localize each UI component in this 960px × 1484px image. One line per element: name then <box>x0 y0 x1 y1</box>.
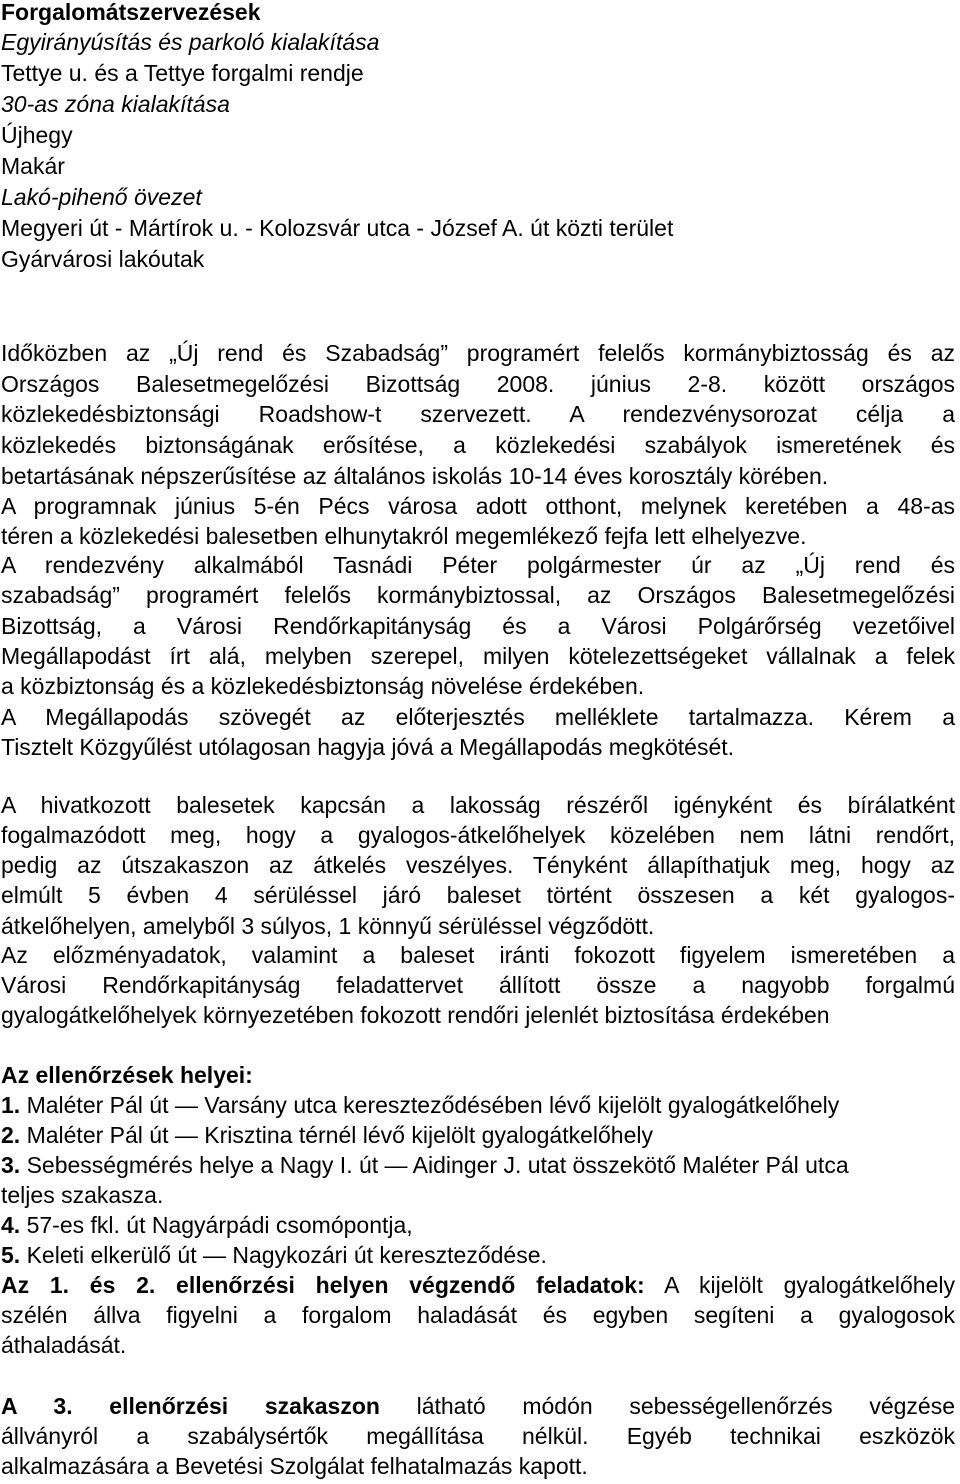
paragraph-line: A programnak június 5-én Pécs városa adott otthont, melynek keretében a 48-as <box>1 493 955 519</box>
tasks-3-rest: látható módón sebességellenőrzés végzése <box>379 1393 955 1419</box>
checkpoint-number: 5. <box>1 1242 21 1268</box>
paragraph-line: A rendezvény alkalmából Tasnádi Péter polgármester úr az „Új rend és <box>1 552 955 578</box>
checkpoint-number: 3. <box>1 1152 21 1178</box>
checkpoint-item <box>1 1120 955 1150</box>
tasks-line: szélén állva figyelni a forgalom haladását és egyben segíteni a gyalogosok <box>1 1302 955 1328</box>
tasks-3-lead: A 3. ellenőrzési szakaszon <box>1 1393 380 1419</box>
paragraph-line: Tisztelt Közgyűlést utólagosan hagyja jóvá a Megállapodás megkötését. <box>1 734 735 760</box>
checkpoint-number: 4. <box>1 1212 21 1238</box>
checkpoint-text: Maléter Pál út ― Varsány utca kereszteződésében lévő kijelölt gyalogátkelőhely <box>20 1092 840 1118</box>
tasks-line: állványról a szabálysértők megállítása nélkül. Egyéb technikai eszközök <box>1 1423 955 1449</box>
paragraph-line: közlekedésbiztonsági Roadshow-t szervezett. A rendezvénysorozat célja a <box>1 401 955 427</box>
paragraph-line: Városi Rendőrkapitányság feladattervet állított össze a nagyobb forgalmú <box>1 972 955 998</box>
topic-item: Újhegy <box>1 122 73 148</box>
checkpoint-text: Sebességmérés helye a Nagy I. út ― Aidinger J. utat összekötő Maléter Pál utca <box>20 1152 849 1178</box>
topic-item: Tettye u. és a Tettye forgalmi rendje <box>1 60 364 86</box>
checkpoint-item <box>1 1180 955 1210</box>
tasks-1-2-first-line <box>1 1270 955 1300</box>
topic-item: Makár <box>1 153 65 179</box>
topic-item: 30-as zóna kialakítása <box>1 91 230 117</box>
paragraph-line: Időközben az „Új rend és Szabadság” programért felelős kormánybiztosság és az <box>1 340 955 366</box>
paragraph-line: átkelőhelyen, amelyből 3 súlyos, 1 könnyű sérüléssel végződött. <box>1 913 655 939</box>
paragraph-line: közlekedés biztonságának erősítése, a közlekedési szabályok ismeretének és <box>1 432 955 458</box>
checkpoint-number: 2. <box>1 1122 21 1148</box>
paragraph-line: téren a közlekedési balesetben elhunytakról megemlékező fejfa lett elhelyezve. <box>1 523 807 549</box>
checkpoints-title: Az ellenőrzések helyei: <box>1 1062 253 1088</box>
tasks-1-2-rest: A kijelölt gyalogátkelőhely <box>644 1272 955 1298</box>
checkpoint-text: Keleti elkerülő út ― Nagykozári út kereszteződése. <box>20 1242 547 1268</box>
paragraph-line: Országos Balesetmegelőzési Bizottság 2008. június 2-8. között országos <box>1 371 955 397</box>
checkpoint-item <box>1 1150 955 1180</box>
paragraph-line: a közbiztonság és a közlekedésbiztonság növelése érdekében. <box>1 673 645 699</box>
tasks-line: alkalmazására a Bevetési Szolgálat felhatalmazás kapott. <box>1 1453 588 1479</box>
paragraph-line: A Megállapodás szövegét az előterjesztés melléklete tartalmazza. Kérem a <box>1 704 955 730</box>
paragraph-line: gyalogátkelőhelyek környezetében fokozott rendőri jelenlét biztosítása érdekében <box>1 1002 830 1028</box>
checkpoint-text: Maléter Pál út ― Krisztina térnél lévő kijelölt gyalogátkelőhely <box>20 1122 653 1148</box>
checkpoint-text: 57-es fkl. út Nagyárpádi csomópontja, <box>20 1212 413 1238</box>
document-heading: Forgalomátszervezések <box>1 0 261 25</box>
tasks-line: áthaladását. <box>1 1332 127 1358</box>
tasks-3-first-line <box>1 1391 955 1421</box>
paragraph-line: Bizottság, a Városi Rendőrkapitányság és a Városi Polgárőrség vezetőivel <box>1 613 955 639</box>
topic-item: Egyirányúsítás és parkoló kialakítása <box>1 29 380 55</box>
topic-item: Megyeri út - Mártírok u. - Kolozsvár utca - József A. út közti terület <box>1 215 674 241</box>
topic-item: Lakó-pihenő övezet <box>1 184 202 210</box>
tasks-1-2-lead: Az 1. és 2. ellenőrzési helyen végzendő feladatok: <box>1 1272 645 1298</box>
paragraph-line: A hivatkozott balesetek kapcsán a lakosság részéről igényként és bírálatként <box>1 792 955 818</box>
checkpoint-number: 1. <box>1 1092 21 1118</box>
paragraph-line: Megállapodást írt alá, melyben szerepel, milyen kötelezettségeket vállalnak a felek <box>1 643 955 669</box>
paragraph-line: Az előzményadatok, valamint a baleset iránti fokozott figyelem ismeretében a <box>1 942 955 968</box>
paragraph-line: fogalmazódott meg, hogy a gyalogos-átkelőhelyek közelében nem látni rendőrt, <box>1 822 955 848</box>
checkpoint-item <box>1 1090 955 1120</box>
topic-item: Gyárvárosi lakóutak <box>1 246 205 272</box>
paragraph-line: betartásának népszerűsítése az általános iskolás 10-14 éves korosztály körében. <box>1 463 829 489</box>
checkpoint-text: teljes szakasza. <box>1 1182 164 1208</box>
paragraph-line: elmúlt 5 évben 4 sérüléssel járó baleset történt összesen a két gyalogos- <box>1 882 955 908</box>
checkpoint-item <box>1 1210 955 1240</box>
paragraph-line: pedig az útszakaszon az átkelés veszélyes. Tényként állapíthatjuk meg, hogy az <box>1 852 955 878</box>
checkpoint-item <box>1 1240 955 1270</box>
paragraph-line: szabadság” programért felelős kormánybiztossal, az Országos Balesetmegelőzési <box>1 582 955 608</box>
